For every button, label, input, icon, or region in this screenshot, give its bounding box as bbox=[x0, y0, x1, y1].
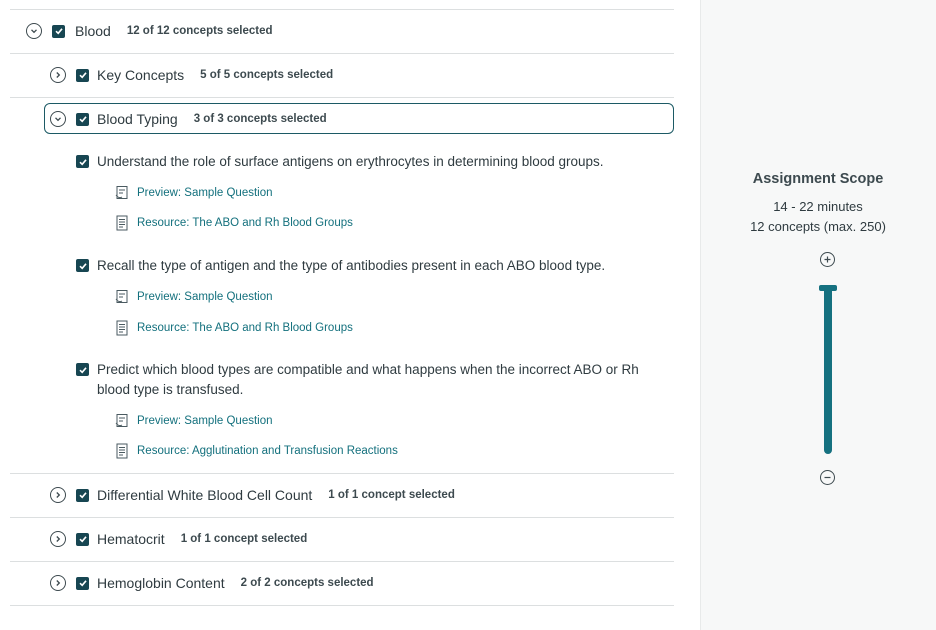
selection-count: 12 of 12 concepts selected bbox=[126, 25, 273, 37]
resource-link[interactable] bbox=[115, 318, 353, 338]
scope-slider-fill bbox=[824, 287, 832, 454]
resource-link[interactable] bbox=[115, 441, 398, 461]
objective-checkbox[interactable] bbox=[76, 259, 89, 272]
tree-label-key-concepts[interactable]: Key Concepts bbox=[97, 67, 185, 83]
preview-link[interactable] bbox=[115, 183, 273, 203]
tree-label-differential[interactable]: Differential White Blood Cell Count bbox=[97, 487, 313, 503]
preview-link-label[interactable]: Preview: Sample Question bbox=[137, 415, 273, 427]
expand-chevron-icon[interactable] bbox=[50, 67, 66, 83]
divider bbox=[10, 9, 674, 10]
divider bbox=[10, 97, 674, 98]
preview-link-label[interactable]: Preview: Sample Question bbox=[137, 187, 273, 199]
tree-label-blood[interactable]: Blood bbox=[75, 23, 111, 39]
preview-link[interactable] bbox=[115, 287, 273, 307]
checkbox-key-concepts[interactable] bbox=[76, 69, 89, 82]
expand-chevron-icon[interactable] bbox=[50, 531, 66, 547]
minus-icon bbox=[823, 473, 832, 482]
tree-label-blood-typing[interactable]: Blood Typing bbox=[97, 111, 178, 127]
tree-label-hematocrit[interactable]: Hematocrit bbox=[97, 531, 165, 547]
checkbox-hematocrit[interactable] bbox=[76, 533, 89, 546]
objective-item bbox=[76, 256, 656, 276]
sample-question-icon bbox=[115, 289, 129, 305]
checkbox-blood[interactable] bbox=[52, 25, 65, 38]
assignment-scope-panel bbox=[700, 0, 936, 630]
zoom-minus-button[interactable] bbox=[820, 470, 835, 485]
preview-link-label[interactable]: Preview: Sample Question bbox=[137, 291, 273, 303]
resource-link-label[interactable]: Resource: The ABO and Rh Blood Groups bbox=[137, 322, 353, 334]
zoom-plus-button[interactable] bbox=[820, 252, 835, 267]
resource-link[interactable] bbox=[115, 213, 353, 233]
objective-text: Predict which blood types are compatible and what happens when the incorrect ABO or Rh blood type is transfused. bbox=[97, 362, 639, 397]
tree-row-blood-typing bbox=[50, 105, 327, 133]
tree-label-hemoglobin[interactable]: Hemoglobin Content bbox=[97, 575, 225, 591]
objective-item bbox=[76, 152, 656, 172]
expand-chevron-icon[interactable] bbox=[50, 487, 66, 503]
scope-title: Assignment Scope bbox=[752, 171, 884, 187]
selection-count: 3 of 3 concepts selected bbox=[193, 113, 327, 125]
objective-text: Recall the type of antigen and the type of antibodies present in each ABO blood type. bbox=[97, 258, 606, 273]
selection-count: 1 of 1 concept selected bbox=[180, 533, 308, 545]
preview-link[interactable] bbox=[115, 411, 273, 431]
checkbox-differential[interactable] bbox=[76, 489, 89, 502]
tree-row-hemoglobin bbox=[50, 569, 374, 597]
divider bbox=[10, 561, 674, 562]
checkbox-hemoglobin[interactable] bbox=[76, 577, 89, 590]
divider bbox=[10, 53, 674, 54]
resource-link-label[interactable]: Resource: The ABO and Rh Blood Groups bbox=[137, 217, 353, 229]
divider bbox=[10, 605, 674, 606]
divider bbox=[10, 473, 674, 474]
selection-count: 5 of 5 concepts selected bbox=[200, 69, 334, 81]
plus-icon bbox=[823, 255, 832, 264]
document-icon bbox=[115, 320, 129, 336]
objective-checkbox[interactable] bbox=[76, 155, 89, 168]
tree-row-differential bbox=[50, 481, 455, 509]
scope-slider-handle[interactable] bbox=[819, 285, 837, 291]
divider bbox=[10, 517, 674, 518]
document-icon bbox=[115, 215, 129, 231]
sample-question-icon bbox=[115, 413, 129, 429]
selection-count: 2 of 2 concepts selected bbox=[240, 577, 374, 589]
tree-row-key-concepts bbox=[50, 61, 333, 89]
checkbox-blood-typing[interactable] bbox=[76, 113, 89, 126]
tree-row-blood bbox=[26, 17, 273, 45]
sample-question-icon bbox=[115, 185, 129, 201]
objective-text: Understand the role of surface antigens on erythrocytes in determining blood groups. bbox=[97, 154, 604, 169]
objective-checkbox[interactable] bbox=[76, 363, 89, 376]
collapse-chevron-icon[interactable] bbox=[26, 23, 42, 39]
resource-link-label[interactable]: Resource: Agglutination and Transfusion Reactions bbox=[137, 445, 398, 457]
expand-chevron-icon[interactable] bbox=[50, 575, 66, 591]
scope-concepts: 12 concepts (max. 250) bbox=[750, 219, 886, 234]
tree-row-hematocrit bbox=[50, 525, 307, 553]
scope-slider-track[interactable] bbox=[824, 287, 832, 454]
scope-time: 14 - 22 minutes bbox=[773, 199, 863, 214]
objective-item bbox=[76, 360, 656, 399]
collapse-chevron-icon[interactable] bbox=[50, 111, 66, 127]
document-icon bbox=[115, 443, 129, 459]
selection-count: 1 of 1 concept selected bbox=[328, 489, 455, 501]
